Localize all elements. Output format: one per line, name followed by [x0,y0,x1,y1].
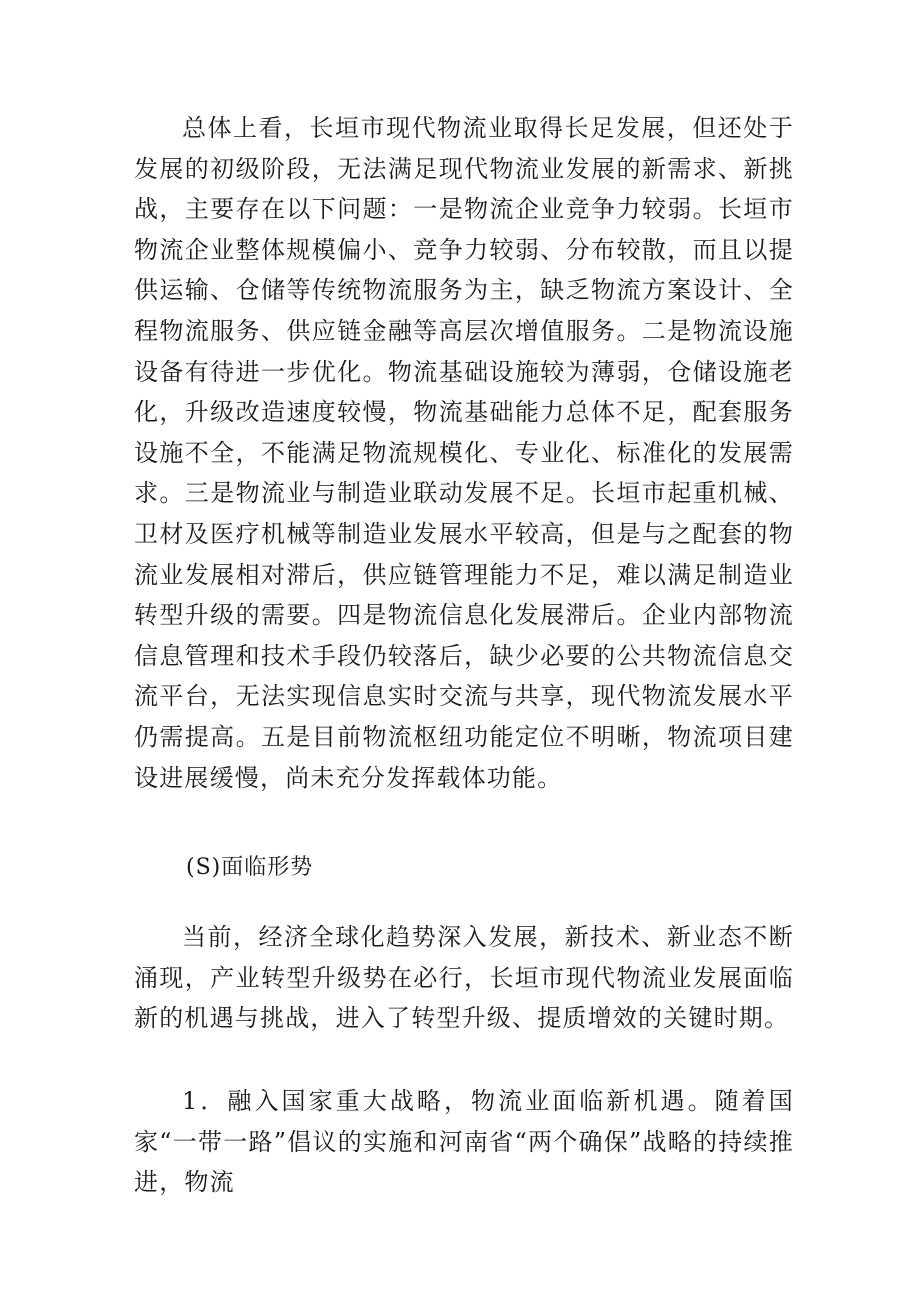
paragraph-problems: 总体上看，长垣市现代物流业取得长足发展，但还处于发展的初级阶段，无法满足现代物流业发展的新需求、新挑战，主要存在以下问题：一是物流企业竞争力较弱。长垣市物流企业整体规模偏小、竞争力较弱、分布较散，而且以提供运输、仓储等传统物流服务为主，缺乏物流方案设计、全程物流服务、供应链金融等高层次增值服务。二是物流设施设备有待进一步优化。物流基础设施较为薄弱，仓储设施老化，升级改造速度较慢，物流基础能力总体不足，配套服务设施不全，不能满足物流规模化、专业化、标准化的发展需求。三是物流业与制造业联动发展不足。长垣市起重机械、卫材及医疗机械等制造业发展水平较高，但是与之配套的物流业发展相对滞后，供应链管理能力不足，难以满足制造业转型升级的需要。四是物流信息化发展滞后。企业内部物流信息管理和技术手段仍较落后，缺少必要的公共物流信息交流平台，无法实现信息实时交流与共享，现代物流发展水平仍需提高。五是目前物流枢纽功能定位不明晰，物流项目建设进展缓慢，尚未充分发挥载体功能。 [134,114,794,792]
paragraph-current-situation: 当前，经济全球化趋势深入发展，新技术、新业态不断涌现，产业转型升级势在必行，长垣市现代物流业发展面临新的机遇与挑战，进入了转型升级、提质增效的关键时期。 [134,923,794,1033]
paragraph-opportunity-1: 1．融入国家重大战略，物流业面临新机遇。随着国家“一带一路”倡议的实施和河南省“两个确保”战略的持续推进，物流 [134,1087,794,1197]
section-heading: (S)面临形势 [186,855,314,880]
